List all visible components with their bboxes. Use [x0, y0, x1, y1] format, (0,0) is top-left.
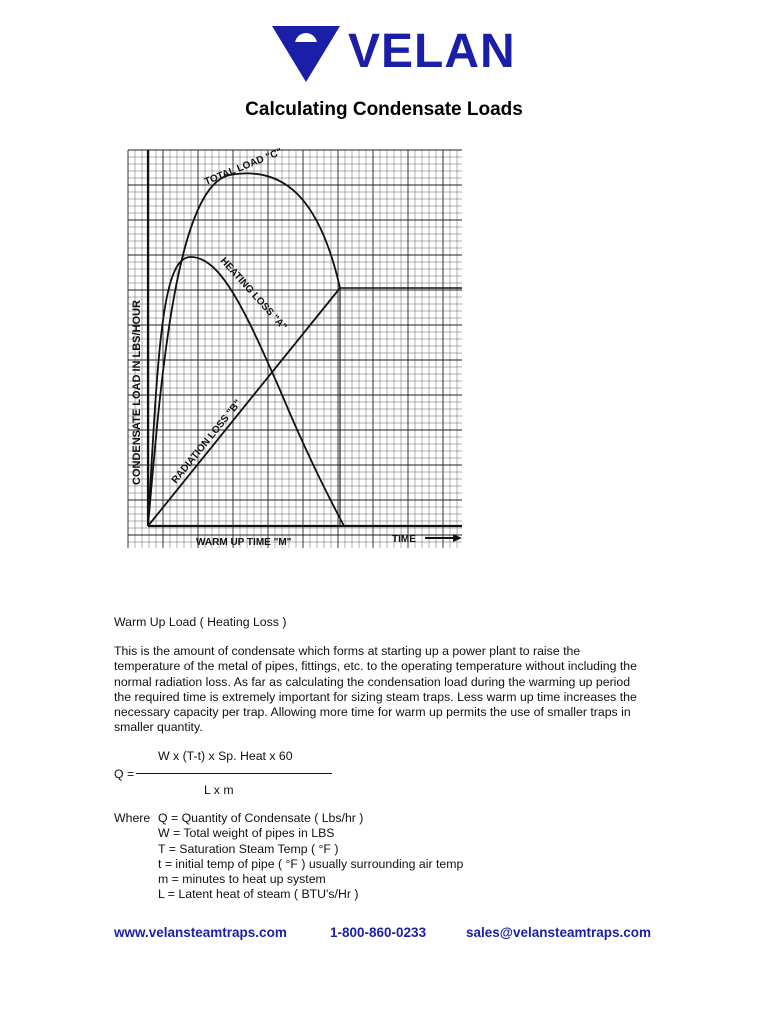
label-heating-loss: HEATING LOSS "A"	[217, 255, 289, 333]
x-axis-label: WARM UP TIME "M"	[196, 537, 292, 548]
paragraph-line: normal radiation loss. As far as calculating the condensation load during the warming up period	[114, 674, 631, 689]
formula-denominator: L x m	[204, 783, 234, 797]
footer-phone[interactable]: 1-800-860-0233	[330, 925, 427, 940]
x-end-label: TIME	[392, 534, 416, 545]
body-paragraph	[114, 644, 674, 736]
paragraph-line: necessary capacity per trap. Allowing more time for warm up permits the use of smaller traps in	[114, 705, 631, 720]
definition-item: W = Total weight of pipes in LBS	[158, 826, 335, 841]
definition-item: L = Latent heat of steam ( BTU's/Hr )	[158, 887, 359, 902]
label-total-load: TOTAL LOAD "C"	[203, 146, 284, 188]
formula-lhs: Q =	[114, 767, 135, 781]
page-title: Calculating Condensate Loads	[245, 99, 523, 120]
paragraph-line: the required time is extremely important for sizing steam traps. Less warm up time increases the	[114, 689, 637, 704]
definitions-list	[158, 811, 463, 903]
formula-numerator: W x (T-t) x Sp. Heat x 60	[158, 749, 293, 763]
definition-item: m = minutes to heat up system	[158, 872, 326, 887]
definition-item: t = initial temp of pipe ( °F ) usually surrounding air temp	[158, 856, 464, 871]
definition-item: Q = Quantity of Condensate ( Lbs/hr )	[158, 811, 364, 825]
paragraph-line: temperature of the metal of pipes, fittings, etc. to the operating temperature without including the	[114, 659, 637, 674]
formula-fraction-bar	[136, 773, 332, 774]
y-axis-label: CONDENSATE LOAD IN LBS/HOUR	[131, 300, 143, 485]
series-radiation-loss	[148, 288, 340, 526]
velan-logo	[270, 22, 516, 84]
footer-email-link[interactable]: sales@velansteamtraps.com	[466, 925, 652, 940]
condensate-load-chart	[120, 140, 480, 560]
brand-name: VELAN	[348, 25, 516, 78]
paragraph-line: This is the amount of condensate which forms at starting up a power plant to raise the	[114, 644, 581, 658]
velan-v-icon	[270, 22, 342, 84]
paragraph-line: smaller quantity.	[114, 720, 203, 735]
label-radiation-loss: RADIATION LOSS "B"	[169, 397, 244, 486]
where-label: Where	[114, 811, 151, 825]
definition-item: T = Saturation Steam Temp ( °F )	[158, 841, 339, 856]
section-heading: Warm Up Load ( Heating Loss )	[114, 615, 287, 629]
footer-website-link[interactable]: www.velansteamtraps.com	[114, 925, 287, 940]
